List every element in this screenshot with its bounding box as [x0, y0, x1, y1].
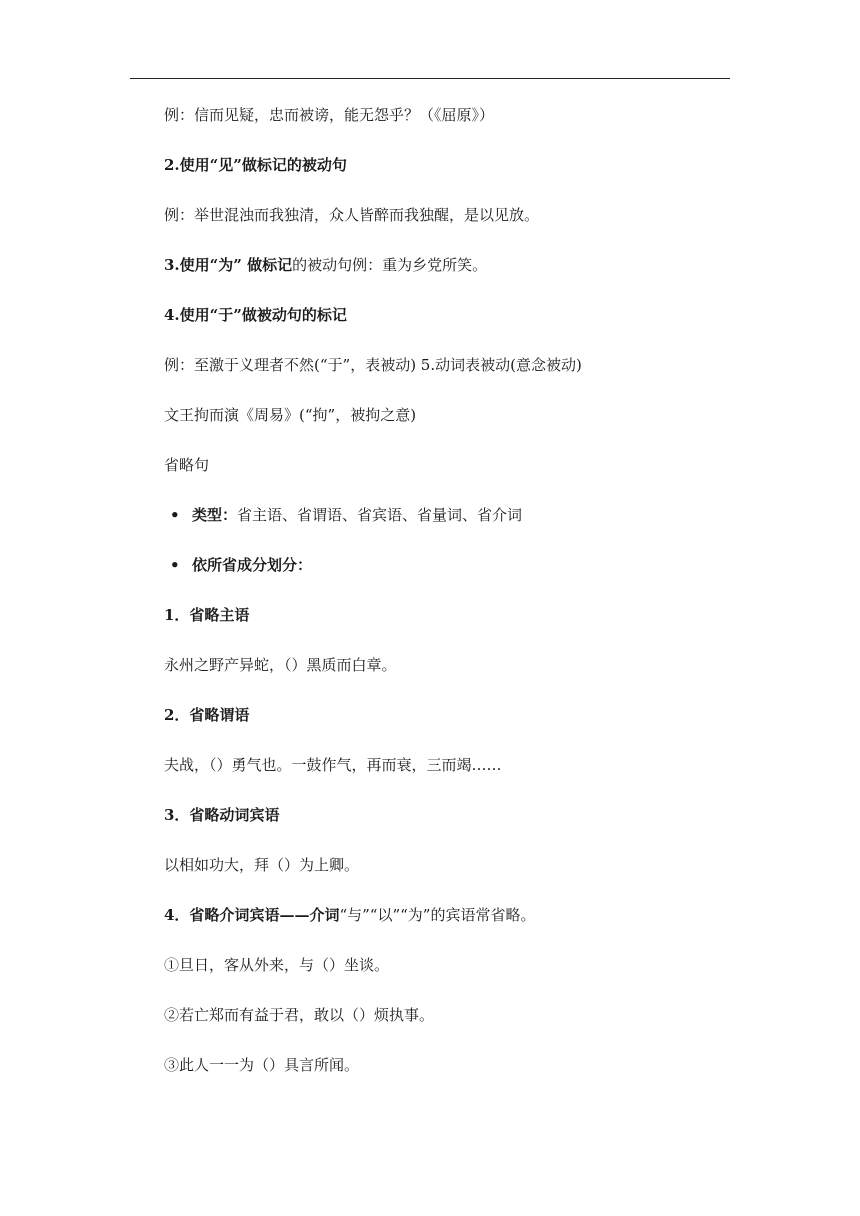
section-heading: 3.使用“为” 做标记 — [164, 256, 293, 274]
example-line: 例：信而见疑，忠而被谤，能无怨乎？（《屈原》） — [164, 106, 495, 124]
section-heading: 3．省略动词宾语 — [164, 806, 280, 824]
bullet-item — [164, 550, 744, 600]
example-text: 的被动句例：重为乡党所笑。 — [292, 256, 488, 274]
example-line: 以相如功大，拜（）为上卿。 — [164, 856, 360, 874]
example-line: 文王拘而演《周易》(“拘”，被拘之意) — [164, 406, 417, 424]
document-body — [164, 100, 744, 1100]
mixed-line — [164, 250, 744, 300]
section-heading: 4.使用“于”做被动句的标记 — [164, 306, 347, 324]
bullet-icon: • — [170, 556, 180, 574]
example-line: 例：举世混浊而我独清，众人皆醉而我独醒，是以见放。 — [164, 206, 540, 224]
example-line: ③此人一一为（）具言所闻。 — [164, 1056, 360, 1074]
example-line: 永州之野产异蛇，（）黑质而白章。 — [164, 656, 397, 674]
example-line: ②若亡郑而有益于君，敢以（）烦执事。 — [164, 1006, 435, 1024]
example-text: “与”“以”“为”的宾语常省略。 — [339, 906, 536, 924]
bullet-label: 类型： — [192, 506, 238, 524]
mixed-line — [164, 900, 744, 950]
bullet-text: 省主语、省谓语、省宾语、省量词、省介词 — [237, 506, 523, 524]
section-heading: 2．省略谓语 — [164, 706, 250, 724]
example-line: ①旦日，客从外来，与（）坐谈。 — [164, 956, 390, 974]
bullet-item — [164, 500, 744, 550]
section-heading: 4．省略介词宾语——介词 — [164, 906, 340, 924]
section-heading: 1．省略主语 — [164, 606, 250, 624]
header-rule — [130, 78, 730, 79]
bullet-icon: • — [170, 506, 180, 524]
topic-heading: 省略句 — [164, 456, 210, 474]
example-line: 例：至激于义理者不然(“于”，表被动) 5.动词表被动(意念被动) — [164, 356, 582, 374]
section-heading: 2.使用“见”做标记的被动句 — [164, 156, 347, 174]
example-line: 夫战，（）勇气也。一鼓作气，再而衰，三而竭…… — [164, 756, 502, 774]
bullet-label: 依所省成分划分： — [192, 556, 313, 574]
